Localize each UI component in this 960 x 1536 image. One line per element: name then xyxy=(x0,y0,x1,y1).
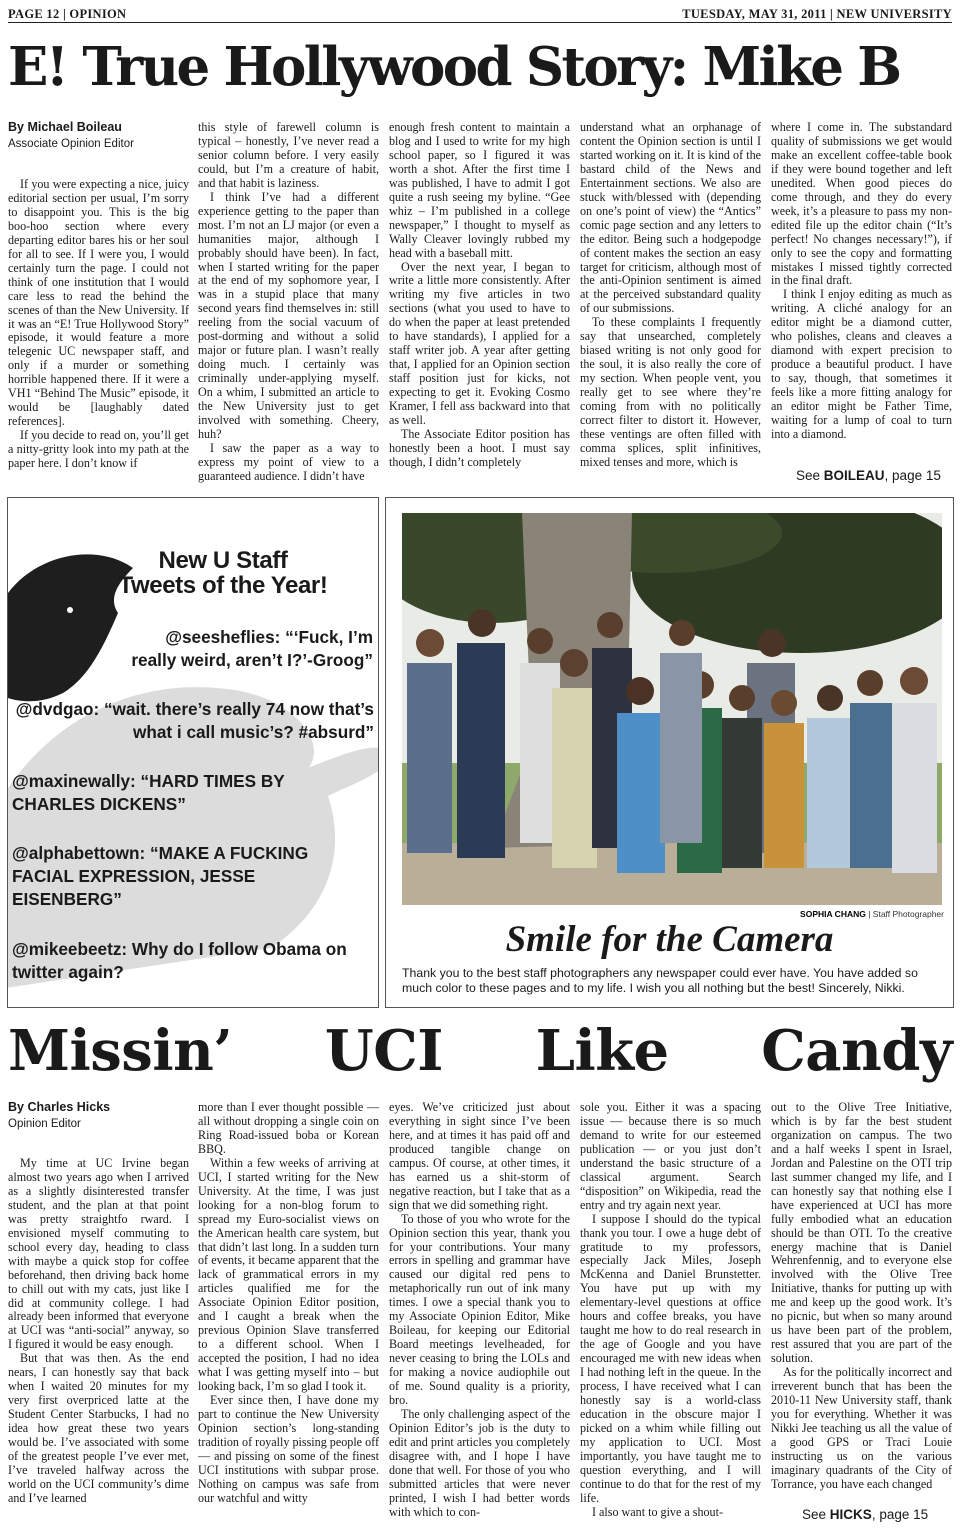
tweets-sidebar xyxy=(7,497,379,1008)
article2-jump-link[interactable] xyxy=(802,1507,928,1522)
tweet-item: @mikeebeetz: Why do I follow Obama on twitter again? xyxy=(12,939,347,982)
article1-author: By Michael Boileau xyxy=(8,120,122,134)
paragraph: Within a few weeks of arriving at UCI, I started writing for the New University. At the time, I was just looking for a non-blog forum to spread my Euro-socialist views on the American health care system, but that didn’t last long. In a sudden turn of events, it became apparent that the lack of grammatical errors in my articles qualified me for the Associate Opinion Editor position, and I caught a break when the previous Opinion Slave transferred to a different school. When I accepted the position, I had no idea what I was getting myself into – but looking back, I’m so glad I took it. xyxy=(198,1155,379,1394)
tweet-item: @maxinewally: “HARD TIMES BY CHARLES DICKENS” xyxy=(12,771,285,814)
photo-feature xyxy=(385,497,954,1008)
tweet-item: @seesheflies: “‘Fuck, I’m really weird, aren’t I?’-Groog” xyxy=(131,627,373,670)
article1-column-5 xyxy=(771,121,952,459)
article1-column-3 xyxy=(389,121,570,486)
article2-headline xyxy=(8,1018,952,1084)
photographer-name: SOPHIA CHANG xyxy=(800,909,866,919)
paragraph: I also want to give a shout- xyxy=(592,1504,723,1519)
issue-date-label: TUESDAY, MAY 31, 2011 | NEW UNIVERSITY xyxy=(682,7,952,21)
paragraph: where I come in. The substandard quality of submissions we get would make an excellent coffee-table book if they were bound together and left unedited. When good pieces do come through, and they do every week, it’s a pleasure to pass my non-edited file up the editor chain (“It’s perfect! No changes necessary!”), if only to see the copy and formatting mistakes I missed tightly corrected in the final draft. xyxy=(771,121,952,288)
article2-author-role: Opinion Editor xyxy=(8,1118,81,1130)
paragraph: sole you. Either it was a spacing issue — because there is so much demand to write for our esteemed publication — or you just don’t understand the basic structure of a classical argument. Search “disposition” on Wikipedia, read the entry and try again next year. xyxy=(580,1101,761,1212)
photo-caption-title: Smile for the Camera xyxy=(505,919,834,960)
paragraph: To those of you who wrote for the Opinion section this year, thank you for your contributions. Your many errors in spelling and grammar have caused our digital red pens to metaphorically run out of ink many times. I owe a special thank you to my Associate Opinion Editor, Mike Boileau, for keeping our Editorial Board meetings levelheaded, for never ceasing to bring the LOLs and for making a novice audiophile out of me. Sound quality is a priority, bro. xyxy=(389,1211,570,1408)
jump-see-text: See xyxy=(796,468,821,483)
tweet-item: @dvdgao: “wait. there’s really 74 now that’s what i call music’s? #absurd” xyxy=(15,699,374,742)
paragraph: As for the politically incorrect and irreverent bunch that has been the 2010-11 New University staff, thank you for everything. Whether it was Nikki Jee teaching us all the value of a good GPS or Traci Louie instructing us on the various imaginary quadrants of the City of Torrance, you have each changed xyxy=(771,1365,952,1491)
paragraph: enough fresh content to maintain a blog and I used to write for my high school paper, so I figured it was worth a shot. After the first time I was published, I have to admit I got quite a rush seeing my byline. “Gee whiz – I’m published in a college newspaper,” I thought to myself as Wally Cleaver lovingly rubbed my head with a baseball mitt. xyxy=(389,121,570,260)
staff-group-photo xyxy=(402,513,942,905)
paragraph: The only challenging aspect of the Opinion Editor’s job is the duty to edit and print articles you completely disagree with, and I hope I have done that well. For those of you who submitted articles that were never printed, I wish I had better words with which to con- xyxy=(389,1406,570,1519)
jump-target-name: BOILEAU xyxy=(823,468,885,483)
paragraph: out to the Olive Tree Initiative, which is by far the best student organization on campus. The two and a half weeks I spent in Israel, Jordan and Palestine on the OTI trip last summer changed my life, and I can honestly say that nothing else I have experienced at UCI has more fully embodied what an education should be than OTI. To the creative energy machine that is Daniel Wehrenfennig, and to everyone else involved with the Olive Tree Initiative, thanks for putting up with me and keep up the good work. It’s no picnic, but when so many around us have been part of the problem, rest assured that you are part of the solution. xyxy=(771,1101,952,1366)
article2-column-5 xyxy=(771,1101,952,1497)
paragraph: eyes. We’ve criticized just about everything in sight since I’ve been here, and at times it has paid off and produced tangible change on campus. Of course, at other times, it has earned us a shit-storm of negative reaction, but I take that as a sign that we did something right. xyxy=(389,1101,570,1212)
paragraph: Ever since then, I have done my part to continue the New University Opinion section’s long-standing tradition of royally pissing people off — and pissing on some of the finest UCI institutions with subpar prose. Nothing on campus was safe from our watchful and witty xyxy=(198,1393,379,1505)
jump-target-name: HICKS xyxy=(829,1507,872,1522)
article1-column-1 xyxy=(8,178,189,486)
article1-byline xyxy=(8,119,134,153)
article1-headline: E! True Hollywood Story: Mike B xyxy=(8,36,900,98)
article1-column-4 xyxy=(580,121,761,486)
photo-caption-text: Thank you to the best staff photographers any newspaper could ever have. You have added so much color to these pages and to my life. I wish you all nothing but the best! Sincerely, Nikki. xyxy=(402,966,918,995)
article2-column-4 xyxy=(580,1101,761,1527)
paragraph: I think I enjoy editing as much as writing. A cliché analogy for an editor might be a diamond cutter, who polishes, cleans and cleaves a diamond with expert precision to produce a beautiful product. I have to say, though, that sometimes it feels like a more fitting analogy for an editor might be Father Time, waiting for a lump of coal to turn into a diamond. xyxy=(771,287,952,441)
article2-column-2 xyxy=(198,1101,379,1527)
paragraph: The Associate Editor position has honestly been a hoot. I must say though, I didn’t completely xyxy=(389,426,570,469)
page-section-label: PAGE 12 | OPINION xyxy=(8,7,127,21)
paragraph: understand what an orphanage of content the Opinion section is until I started working on it. It is kind of the bastard child of the News and Entertainment sections. We also are stuck with/blessed with (depending on one’s point of view) the “Antics” comic page section and any letters to the editor. Being such a hodgepodge of content makes the section an easy target for criticism, although most of the anti-Opinion sentiment is aimed at the perceived substandard quality of our submissions. xyxy=(580,121,761,316)
paragraph: My time at UC Irvine began almost two years ago when I arrived as a slightly disinterested transfer student, and the plan at that point was pretty straightfo rward. I envisioned myself commuting to school every day, heading to class with maybe a quick stop for coffee beforehand, then driving back home to chill out with my cats, just like I did at community college. I had already been informed that everyone at UCI was “anti-social” anyway, so I figured it would be easy enough. xyxy=(8,1157,189,1352)
paragraph: To these complaints I frequently say that unsearched, completely biased writing is not only good for the soul, it is also really the core of my section. When people vent, you really get to see where they’re coming from with no politically correct filter to distort it. However, these ventings are often filled with comma splices, split infinitives, mixed tenses and more, which is xyxy=(580,315,761,469)
photographer-role: | Staff Photographer xyxy=(865,909,944,919)
paragraph: I saw the paper as a way to express my point of view to a guaranteed audience. I didn’t have xyxy=(198,440,379,483)
tweets-title xyxy=(68,548,378,598)
paragraph: I think I’ve had a different experience getting to the paper than most. I’m not an LJ major (or even a humanities major, although I probably should have been). In fact, when I started writing for the paper at the end of my sophomore year, I was in a stupid place that many second years find themselves in: still reeling from the social vacuum of post-dorming and without a solid major or future plan. I wasn’t really doing much. I certainly was criminally under-applying myself. On a whim, I submitted an article to the New University just to get involved with something. Cheery, huh? xyxy=(198,189,379,441)
jump-page-text: , page 15 xyxy=(871,1507,929,1522)
article1-column-2 xyxy=(198,121,379,486)
tweets-title-line-2: Tweets of the Year! xyxy=(118,572,328,599)
tweet-item: @alphabettown: “MAKE A FUCKING FACIAL EXPRESSION, JESSE EISENBERG” xyxy=(12,843,309,909)
paragraph: I suppose I should do the typical thank you tour. I owe a huge debt of gratitude to my professors, especially Jack Miles, Joseph McKenna and Daniel Brunstetter. You have put up with my elementary-level questions at office hours and coffee breaks, you have taught me how to do real research in the age of Google and you have encouraged me with new ideas when I had nothing left in the queue. In the process, I have received what I can honestly say is a world-class education in the obscure major I picked on a whim while filling out my application to UCI. Most importantly, you have taught me to question everything, and I will continue to do that for the rest of my life. xyxy=(580,1211,761,1505)
headline-word: Like xyxy=(535,1018,669,1084)
jump-see-text: See xyxy=(802,1507,827,1522)
headline-word: UCI xyxy=(324,1018,443,1084)
article1-author-role: Associate Opinion Editor xyxy=(8,138,134,150)
headline-word: Missin’ xyxy=(8,1018,233,1084)
article2-column-3 xyxy=(389,1101,570,1527)
article2-column-1 xyxy=(8,1157,189,1527)
masthead xyxy=(8,6,952,23)
paragraph: more than I ever thought possible — all without dropping a single coin on Ring Road-issued boba or Korean BBQ. xyxy=(198,1101,379,1156)
tweets-title-line-1: New U Staff xyxy=(158,547,288,574)
article2-author: By Charles Hicks xyxy=(8,1100,111,1114)
headline-word: Candy xyxy=(761,1018,952,1084)
article1-jump-link[interactable] xyxy=(796,468,941,483)
paragraph: Over the next year, I began to write a little more consistently. After writing my five articles in two sections (what you used to have to do when the paper at least pretended to have standards), I applied for a staff writer job. A year after getting that, I applied for an Opinion section staff position just for kicks, not expecting to get it. Evoking Cosmo Kramer, I fell ass backward into that as well. xyxy=(389,259,570,428)
paragraph: But that was then. As the end nears, I can honestly say that back when I waited 20 minutes for my very first overpriced latte at the Student Center Starbucks, I had no idea how great these two years would be. I’ve associated with some of the greatest people I’ve ever met, I’ve traveled halfway across the world on the UCI community’s dime and I’ve learned xyxy=(8,1351,189,1505)
paragraph: this style of farewell column is typical – honestly, I’ve never read a senior column before. I very easily could, but I’m a creature of habit, and that habit is laziness. xyxy=(198,121,379,190)
article2-byline xyxy=(8,1099,110,1133)
paragraph: If you were expecting a nice, juicy editorial section per usual, I’m sorry to disappoint you. This is the big boo-hoo section where every departing editor bares his or her soul for all to see. If I were you, I would certainly turn the page. I could not think of one institution that I would care less to read the behind the scenes of than the New University. If it was an “E! True Hollywood Story” episode, it would feature a more telegenic UC newspaper staff, and only if a murder or something horrible happened there. If it were a VH1 “Behind The Music” episode, it would be [laughably dated references]. xyxy=(8,178,189,429)
jump-page-text: , page 15 xyxy=(884,468,941,483)
paragraph: If you decide to read on, you’ll get a nitty-gritty look into my path at the paper here. I don’t know if xyxy=(8,428,189,471)
